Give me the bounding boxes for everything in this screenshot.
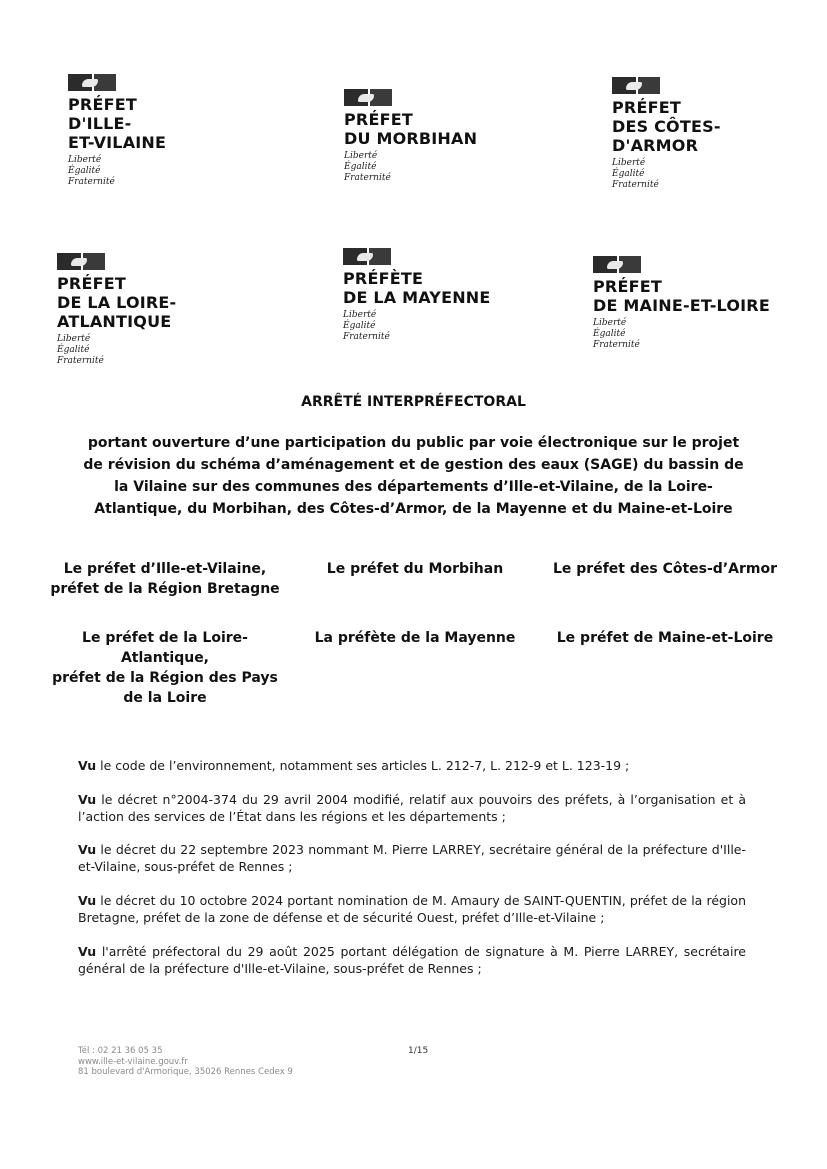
republic-motto: Liberté Égalité Fraternité [593,318,640,350]
document-heading: ARRÊTÉ INTERPRÉFECTORAL [301,394,526,410]
authority-ille-et-vilaine: Le préfet d’Ille-et-Vilaine, préfet de la Région Bretagne [50,561,280,597]
prefet-block-ille-et-vilaine [68,74,166,188]
footer-phone: Tél : 02 21 36 05 35 [78,1046,163,1056]
prefet-title-line: ATLANTIQUE [57,312,172,331]
document-subtitle: portant ouverture d’une participation du public par voie électronique sur le projet de révision du schéma d’aménagement et de gestion des eaux (SAGE) du bassin de la Vilaine sur des communes des départements d’Ille-et-Vilaine, de la Loire- Atlantique, du Morbihan, des Côtes-d’Armor, de la Mayenne et du Maine-et-Loire [83,435,744,517]
prefet-title-line: PRÉFET [593,277,662,296]
prefet-title-line: PRÉFET [57,274,126,293]
prefet-block-maine-et-loire [593,256,770,351]
republic-motto: Liberté Égalité Fraternité [57,334,104,366]
footer-address: 81 boulevard d'Armorique, 35026 Rennes Cedex 9 [78,1067,293,1077]
page-number: 1/15 [408,1046,429,1056]
prefet-title-line: DES CÔTES- [612,117,721,136]
authority-cotes-d-armor: Le préfet des Côtes-d’Armor [553,561,777,577]
prefet-title-line: D'ILLE- [68,114,132,133]
republic-motto: Liberté Égalité Fraternité [612,158,659,190]
prefet-title-line: DE MAINE-ET-LOIRE [593,296,770,315]
footer-website: www.ille-et-vilaine.gouv.fr [78,1056,188,1067]
prefet-title-line: DU MORBIHAN [344,129,478,148]
prefet-title-line: PRÉFET [68,95,137,114]
republic-motto: Liberté Égalité Fraternité [68,155,115,187]
prefet-block-morbihan [344,89,477,184]
page-footer [78,1046,293,1078]
vu-item: Vu l'arrêté préfectoral du 29 août 2025 portant délégation de signature à M. Pierre LARREY, secrétaire général de la préfecture d'Ille-et-Vilaine, sous-préfet de Rennes ; [78,944,746,976]
prefet-title-line: D'ARMOR [612,136,699,155]
prefet-title-line: PRÉFET [612,98,681,117]
authority-maine-et-loire: Le préfet de Maine-et-Loire [556,630,774,646]
vu-item: Vu le décret du 10 octobre 2024 portant nomination de M. Amaury de SAINT-QUENTIN, préfet de la région Bretagne, préfet de la zone de défense et de sécurité Ouest, préfet d’Ille-et-Vilaine ; [78,893,746,925]
authority-loire-atlantique: Le préfet de la Loire- Atlantique, préfet de la Région des Pays de la Loire [52,630,278,706]
prefet-title-line: DE LA MAYENNE [343,288,491,307]
authority-morbihan: Le préfet du Morbihan [326,561,504,577]
republic-motto: Liberté Égalité Fraternité [344,151,391,183]
prefet-title-line: ET-VILAINE [68,133,167,152]
vu-item: Vu le décret n°2004-374 du 29 avril 2004 modifié, relatif aux pouvoirs des préfets, à l’organisation et à l’action des services de l’État dans les régions et les départements ; [78,792,746,824]
authority-mayenne: La préfète de la Mayenne [314,630,516,646]
prefet-title-line: PRÉFÈTE [343,269,424,288]
prefet-block-loire-atlantique [57,253,176,367]
vu-item: Vu le code de l’environnement, notamment ses articles L. 212-7, L. 212-9 et L. 123-19 ; [78,758,630,773]
marianne-logo-icon [57,253,105,270]
prefet-title-line: DE LA LOIRE- [57,293,177,312]
vu-item: Vu le décret du 22 septembre 2023 nommant M. Pierre LARREY, secrétaire général de la préfecture d'Ille-et-Vilaine, sous-préfet de Rennes ; [78,842,746,874]
marianne-logo-icon [593,256,641,273]
marianne-logo-icon [612,77,660,94]
marianne-logo-icon [343,248,391,265]
marianne-logo-icon [344,89,392,106]
republic-motto: Liberté Égalité Fraternité [343,310,390,342]
prefet-title-line: PRÉFET [344,110,413,129]
prefet-block-mayenne [343,248,491,343]
marianne-logo-icon [68,74,116,91]
prefet-block-cotes-d-armor [612,77,721,191]
